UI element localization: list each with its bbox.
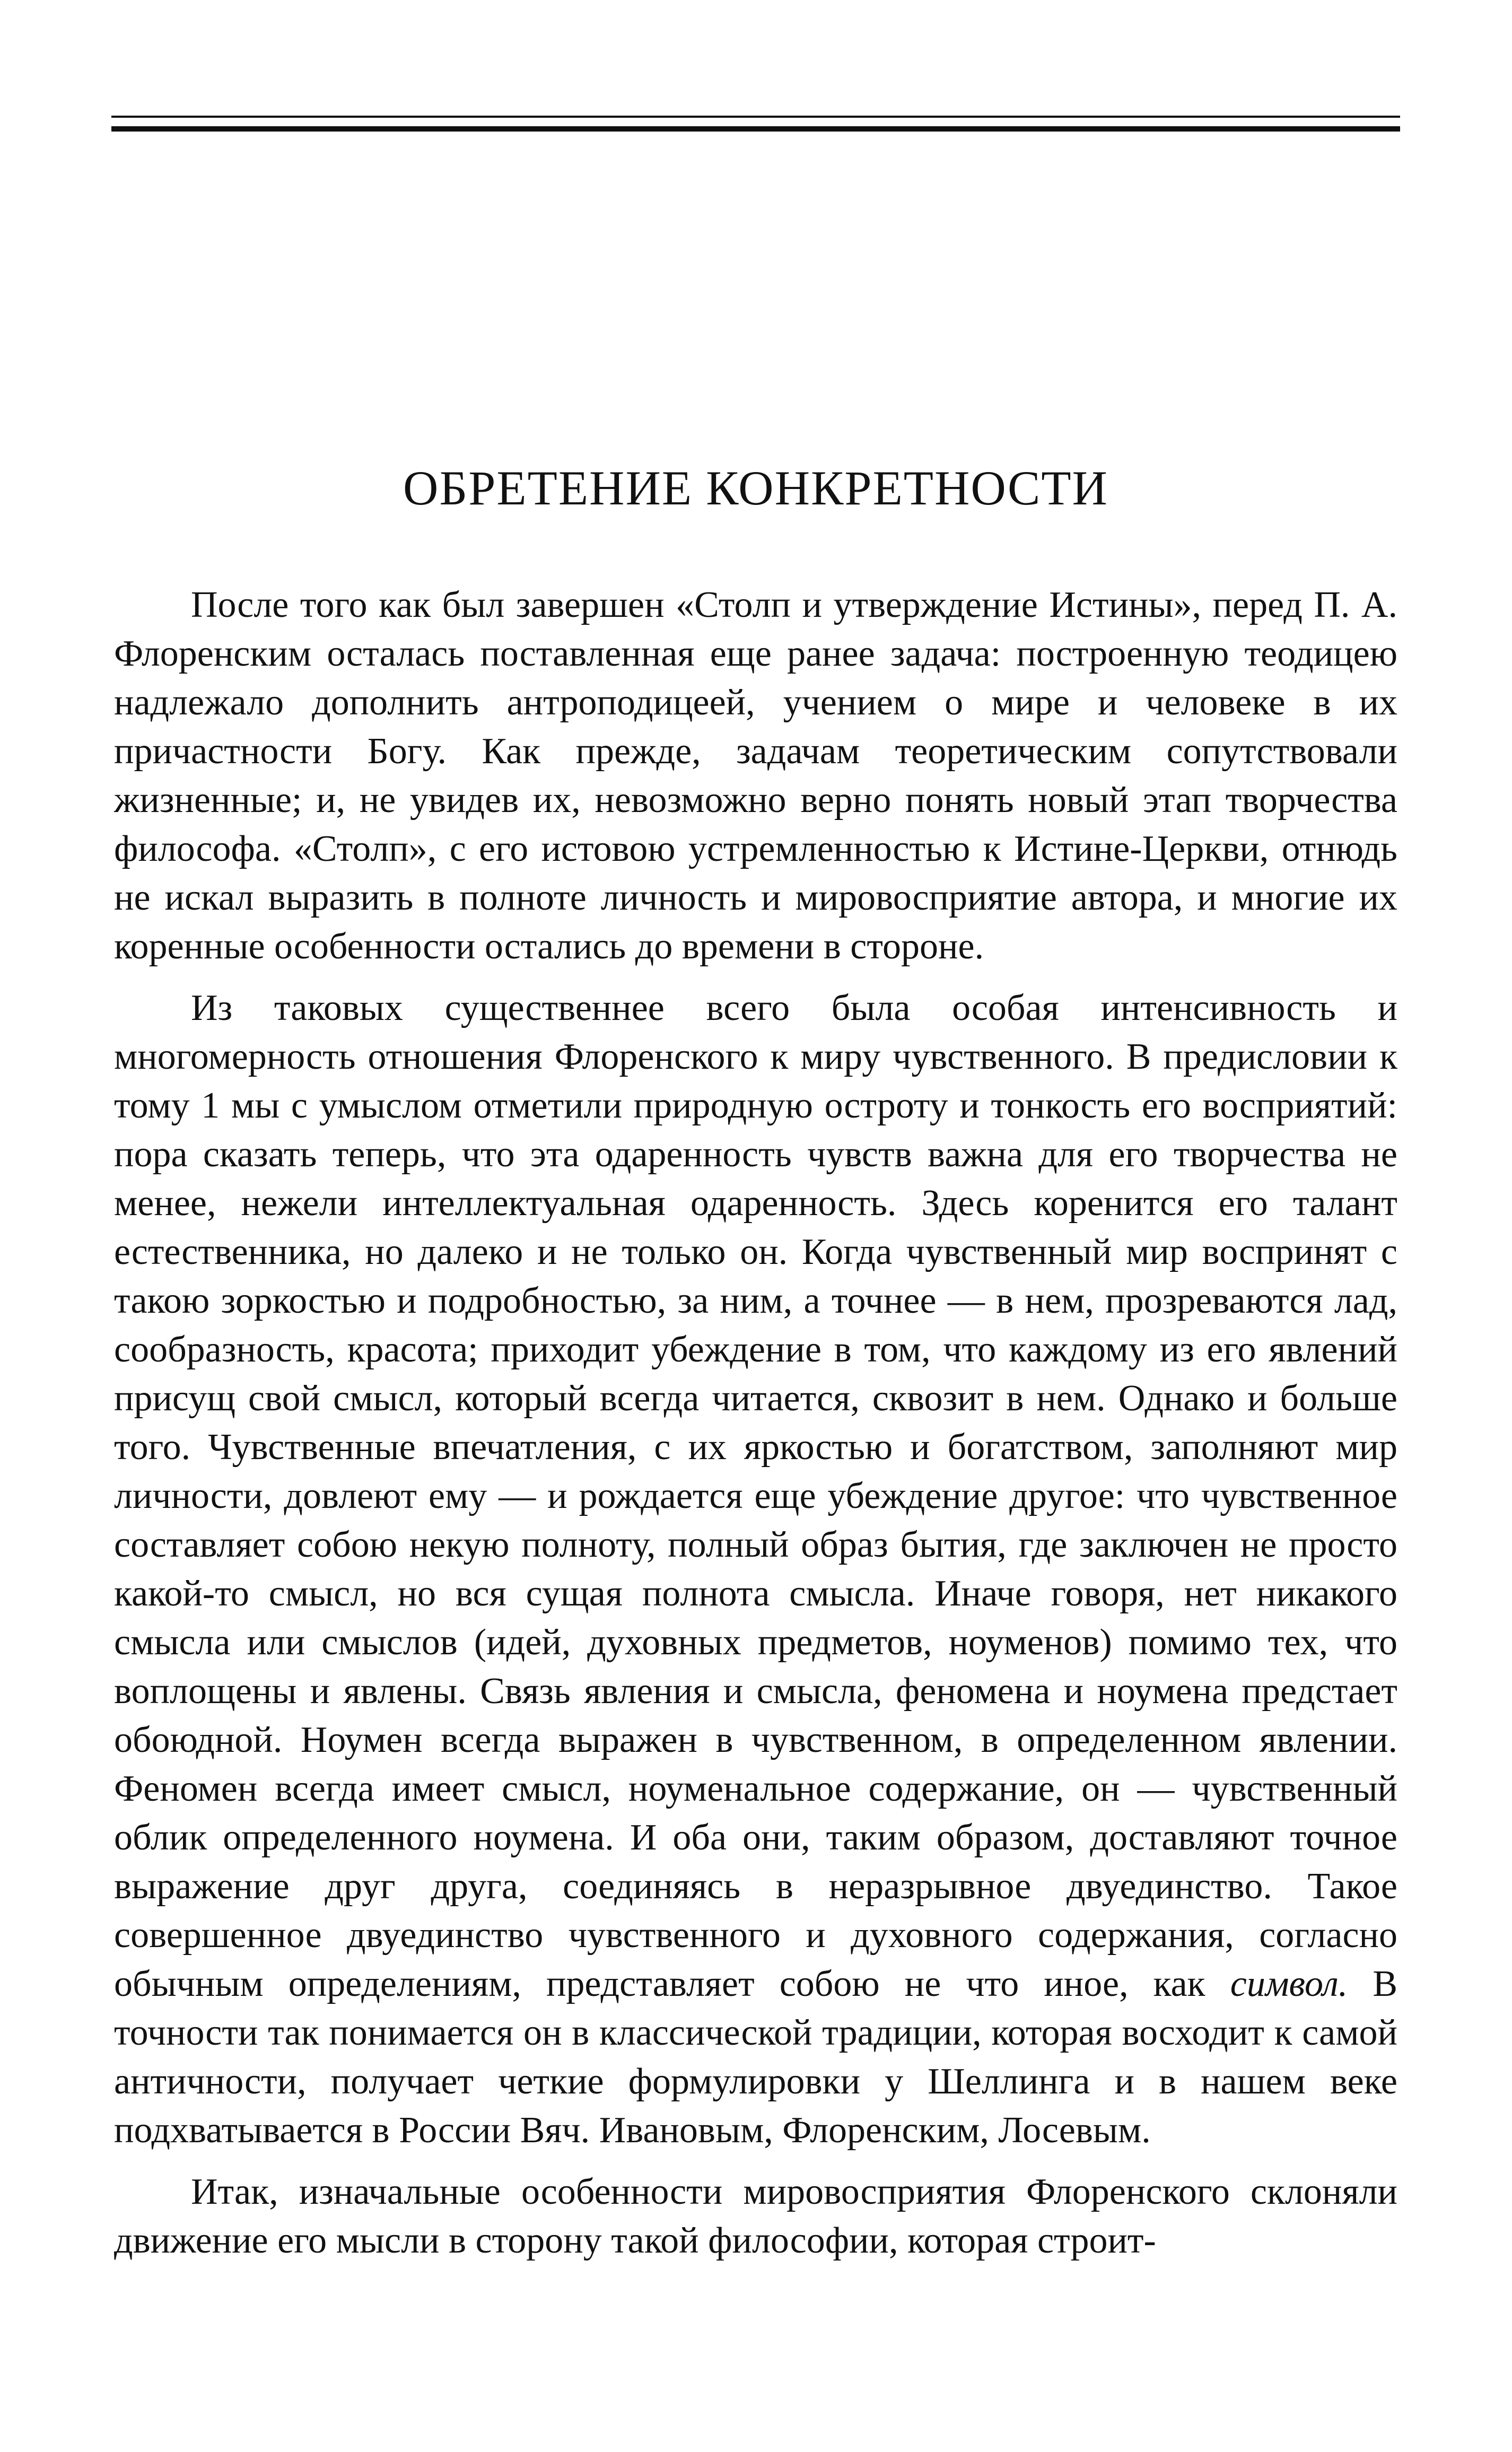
paragraph-1: После того как был завершен «Столп и утверждение Истины», перед П. А. Флоренским осталась поставленная еще ранее задача: построенную теодицею надлежало дополнить антроподицеей, учением о мире и человеке в их причастности Богу. Как прежде, задачам теоретическим сопутствовали жизненные; и, не увидев их, невозможно верно понять новый этап творчества философа. «Столп», с его истовою устремленностью к Истине-Церкви, отнюдь не искал выразить в полноте личность и мировосприятие автора, и многие их коренные особенности остались до времени в стороне. <box>114 584 1397 967</box>
paragraph-2 <box>114 984 1397 2155</box>
chapter-title: ОБРЕТЕНИЕ КОНКРЕТНОСТИ <box>403 461 1108 515</box>
header-rule-thick <box>111 126 1400 132</box>
paragraph-3: Итак, изначальные особенности мировосприятия Флоренского склоняли движение его мысли в сторону такой философии, которая строит- <box>114 2171 1397 2261</box>
body-text <box>114 581 1397 2278</box>
paragraph-2-text-after: В точности так понимается он в классической традиции, которая восходит к самой античности, получает четкие формулировки у Шеллинга и в нашем веке подхватывается в России Вяч. Ивановым, Флоренским, Лосевым. <box>114 1964 1398 2151</box>
paragraph-2-text-before: Из таковых существеннее всего была особая интенсивность и многомерность отношения Флоренского к миру чувственного. В предисловии к тому 1 мы с умыслом отметили природную остроту и тонкость его восприятий: пора сказать теперь, что эта одаренность чувств важна для его творчества не менее, нежели интеллектуальная одаренность. Здесь коренится его талант естественника, но далеко и не только он. Когда чувственный мир воспринят с такою зоркостью и подробностью, за ним, а точнее — в нем, прозреваются лад, сообразность, красота; приходит убеждение в том, что каждому из его явлений присущ свой смысл, который всегда читается, сквозит в нем. Однако и больше того. Чувственные впечатления, с их яркостью и богатством, заполняют мир личности, довлеют ему — и рождается еще убеждение другое: что чувственное составляет собою некую полноту, полный образ бытия, где заключен не просто какой-то смысл, но вся сущая полнота смысла. Иначе говоря, нет никакого смысла или смыслов (идей, духовных предметов, ноуменов) помимо тех, что воплощены и явлены. Связь явления и смысла, феномена и ноумена предстает обоюдной. Ноумен всегда выражен в чувственном, в определенном явлении. Феномен всегда имеет смысл, ноуменальное содержание, он — чувственный облик определенного ноумена. И оба они, таким образом, доставляют точное выражение друг друга, соединяясь в неразрывное двуединство. Такое совершенное двуединство чувственного и духовного содержания, согласно обычным определениям, представляет собою не что иное, как <box>114 988 1397 2004</box>
paragraph-2-italic-term: символ. <box>1230 1964 1348 2004</box>
header-rule-thin <box>111 116 1400 118</box>
